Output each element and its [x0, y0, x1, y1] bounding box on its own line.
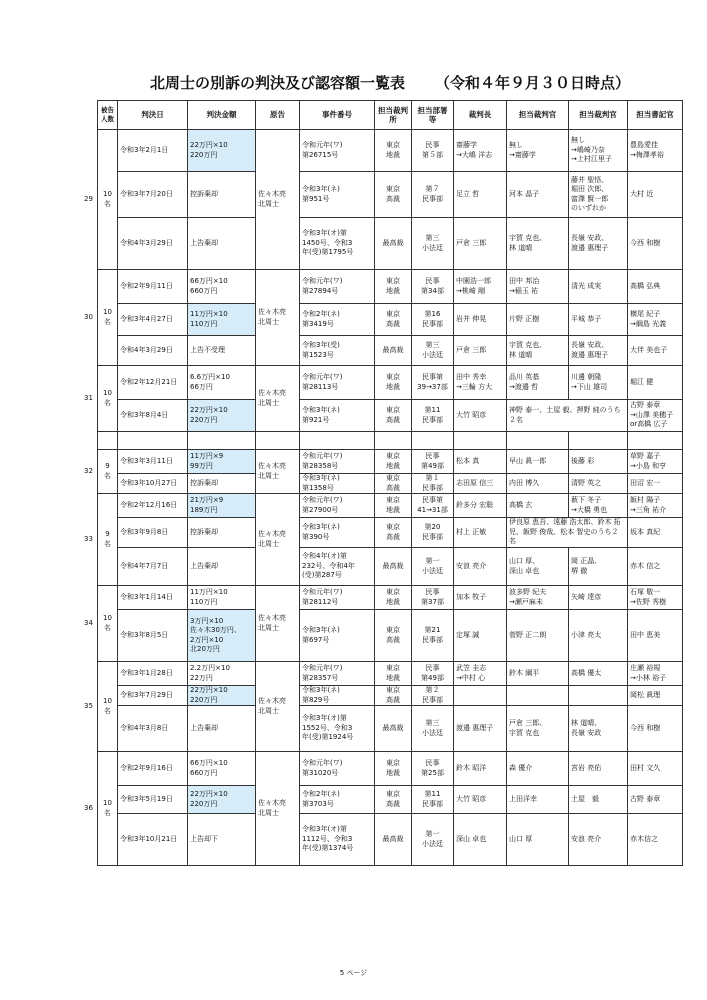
table-row	[98, 172, 683, 218]
table-row	[98, 474, 683, 494]
associate-judge-1: 宇賀 克也、 林 道晴	[507, 218, 569, 270]
court: 東京 高裁	[375, 518, 412, 548]
associate-judge-2: 清野 英之	[569, 474, 628, 494]
department: 第７ 民事部	[412, 172, 454, 218]
column-header: 原告	[256, 101, 300, 130]
associate-judge-1: 田中 邦治 →稲玉 祐	[507, 270, 569, 304]
court: 東京 地裁	[375, 450, 412, 474]
clerk: 古野 泰章	[628, 786, 683, 814]
associate-judge-2: 矢崎 達彦	[569, 586, 628, 610]
court: 東京 高裁	[375, 686, 412, 706]
table-row	[98, 786, 683, 814]
defendant-count: 10 名	[98, 270, 118, 366]
column-header: 担当裁判所	[375, 101, 412, 130]
spacer-row	[98, 432, 683, 450]
header-row	[98, 101, 683, 130]
page-footer: 5 ページ	[339, 969, 368, 977]
judgment-date: 令和4年3月29日	[118, 336, 188, 366]
table-row	[98, 814, 683, 866]
plaintiff: 佐々木亮 北周士	[256, 752, 300, 866]
judgment-amount: 66万円×10 660万円	[188, 752, 256, 786]
presiding-judge: 岩井 伸晃	[454, 304, 507, 336]
case-number: 令和3年(ネ) 第697号	[300, 610, 375, 662]
court: 最高裁	[375, 218, 412, 270]
department: 第三 小法廷	[412, 336, 454, 366]
clerk: 堀江 健	[628, 366, 683, 400]
table-row	[98, 610, 683, 662]
judgment-date: 令和3年8月5日	[118, 610, 188, 662]
column-header: 被告人数	[98, 101, 118, 130]
court: 東京 地裁	[375, 752, 412, 786]
group-number: 36	[84, 803, 93, 812]
case-number: 令和2年(ネ) 第3419号	[300, 304, 375, 336]
plaintiff: 佐々木亮 北周士	[256, 366, 300, 432]
associate-judge-2: 土屋 毅	[569, 786, 628, 814]
plaintiff: 佐々木亮 北周士	[256, 270, 300, 366]
associate-judge-1: 品川 英基 →渡邉 哲	[507, 366, 569, 400]
associate-judge-2: 川邊 朝隆 →下山 雄司	[569, 366, 628, 400]
court: 最高裁	[375, 336, 412, 366]
table-row	[98, 304, 683, 336]
case-number: 令和3年(オ)第 1552号、令和3 年(受)第1924号	[300, 706, 375, 752]
judgment-amount: 21万円×9 189万円	[188, 494, 256, 518]
associate-judge-1: 宇賀 克也、 林 道晴	[507, 336, 569, 366]
department: 民事第 39→37部	[412, 366, 454, 400]
department: 第一 小法廷	[412, 548, 454, 586]
department: 第21 民事部	[412, 610, 454, 662]
judgment-amount: 上告棄却	[188, 218, 256, 270]
case-number: 令和3年(ネ) 第1358号	[300, 474, 375, 494]
associate-judge-1	[507, 686, 569, 706]
clerk: 田沼 宏一	[628, 474, 683, 494]
case-number: 令和3年(ネ) 第390号	[300, 518, 375, 548]
table-row	[98, 586, 683, 610]
court: 東京 高裁	[375, 786, 412, 814]
group-number: 34	[84, 618, 93, 627]
court: 東京 地裁	[375, 366, 412, 400]
defendant-count: 10 名	[98, 752, 118, 866]
associate-judge-1: 内田 博久	[507, 474, 569, 494]
presiding-judge: 中園浩一郎 →桃崎 剛	[454, 270, 507, 304]
group-number: 30	[84, 312, 93, 321]
presiding-judge	[454, 686, 507, 706]
court: 最高裁	[375, 548, 412, 586]
clerk: 高橋 弘典	[628, 270, 683, 304]
column-header: 判決日	[118, 101, 188, 130]
associate-judge-1: 山口 厚	[507, 814, 569, 866]
associate-judge-2: 安浪 亮介	[569, 814, 628, 866]
associate-judge-1: 波多野 紀夫 →瀬戸麻未	[507, 586, 569, 610]
judgment-amount: 3万円×10 佐々木30万円、 2万円×10 北20万円	[188, 610, 256, 662]
presiding-judge: 松本 真	[454, 450, 507, 474]
defendant-count: 10 名	[98, 366, 118, 432]
department: 第三 小法廷	[412, 706, 454, 752]
judgment-amount: 上告棄却	[188, 706, 256, 752]
court: 東京 地裁	[375, 130, 412, 172]
defendant-count: 9 名	[98, 494, 118, 586]
clerk: 庄瀬 裕規 →小林 裕子	[628, 662, 683, 686]
presiding-judge: 志田原 信三	[454, 474, 507, 494]
judgment-amount: 上告不受理	[188, 336, 256, 366]
clerk: 坂本 真紀	[628, 518, 683, 548]
court: 東京 地裁	[375, 494, 412, 518]
department: 第２ 民事部	[412, 686, 454, 706]
column-header: 担当裁判官	[569, 101, 628, 130]
case-number: 令和元年(ワ) 第26715号	[300, 130, 375, 172]
department: 民事 第５部	[412, 130, 454, 172]
clerk: 草野 嘉子 →小島 和亨	[628, 450, 683, 474]
clerk: 田村 文久	[628, 752, 683, 786]
department: 民事 第25部	[412, 752, 454, 786]
table-row	[98, 706, 683, 752]
judgment-amount: 22万円×10 220万円	[188, 786, 256, 814]
department: 民事 第34部	[412, 270, 454, 304]
judgment-amount: 6.6万円×10 66万円	[188, 366, 256, 400]
associate-judge-1: 河本 晶子	[507, 172, 569, 218]
plaintiff: 佐々木亮 北周士	[256, 586, 300, 662]
case-number: 令和3年(ネ) 第951号	[300, 172, 375, 218]
department: 民事 第49部	[412, 450, 454, 474]
judgment-date: 令和3年5月19日	[118, 786, 188, 814]
clerk: 古野 泰章 →山澤 美穂子 or高橋 広子	[628, 400, 683, 432]
associate-judge-2: 後藤 彩	[569, 450, 628, 474]
clerk: 大村 近	[628, 172, 683, 218]
column-header: 担当裁判官	[507, 101, 569, 130]
table-row	[98, 400, 683, 432]
judgment-date: 令和4年7月7日	[118, 548, 188, 586]
clerk: 今西 和樹	[628, 706, 683, 752]
case-number: 令和3年(オ)第 1112号、令和3 年(受)第1374号	[300, 814, 375, 866]
court: 最高裁	[375, 706, 412, 752]
judgment-amount: 11万円×10 110万円	[188, 304, 256, 336]
judgment-date: 令和3年7月29日	[118, 686, 188, 706]
presiding-judge: 大竹 昭彦	[454, 786, 507, 814]
title-date: （令和４年９月３０日時点）	[435, 74, 631, 92]
court: 東京 高裁	[375, 172, 412, 218]
judgment-amount: 2.2万円×10 22万円	[188, 662, 256, 686]
presiding-judge: 戸倉 三郎	[454, 218, 507, 270]
judgment-amount: 22万円×10 220万円	[188, 400, 256, 432]
plaintiff: 佐々木亮 北周士	[256, 662, 300, 752]
associate-judge-1: 片野 正樹	[507, 304, 569, 336]
associate-judge-2: 岡 正晶、 堺 徹	[569, 548, 628, 586]
associate-judge-1: 上田洋幸	[507, 786, 569, 814]
court: 東京 地裁	[375, 662, 412, 686]
associate-judge-2: 高橋 優太	[569, 662, 628, 686]
presiding-judge: 足立 哲	[454, 172, 507, 218]
court: 東京 地裁	[375, 270, 412, 304]
column-header: 担当部署等	[412, 101, 454, 130]
judgment-amount: 22万円×10 220万円	[188, 130, 256, 172]
presiding-judge: 安浪 亮介	[454, 548, 507, 586]
clerk: 赤木信之	[628, 814, 683, 866]
presiding-judge: 武笠 圭志 →中村 心	[454, 662, 507, 686]
judgment-amount: 控訴棄却	[188, 518, 256, 548]
column-header: 担当書記官	[628, 101, 683, 130]
judgment-date: 令和3年3月11日	[118, 450, 188, 474]
case-number: 令和元年(ワ) 第28112号	[300, 586, 375, 610]
judgment-amount: 22万円×10 220万円	[188, 686, 256, 706]
associate-judge-2: 林 道晴、 長嶺 安政	[569, 706, 628, 752]
column-header: 裁判長	[454, 101, 507, 130]
table-row	[98, 548, 683, 586]
court: 東京 高裁	[375, 304, 412, 336]
table-row	[98, 366, 683, 400]
associate-judge-1: 早山 眞一郎	[507, 450, 569, 474]
plaintiff: 佐々木亮 北周士	[256, 130, 300, 270]
presiding-judge: 戸倉 三郎	[454, 336, 507, 366]
associate-judge-2: 宮岩 亮佑	[569, 752, 628, 786]
department: 第一 小法廷	[412, 814, 454, 866]
judgment-date: 令和3年7月20日	[118, 172, 188, 218]
table-row	[98, 662, 683, 686]
associate-judges: 神野 泰一、土屋 毅、押野 純のうち２名	[507, 400, 628, 432]
judgment-amount: 上告棄却	[188, 548, 256, 586]
defendant-count: 9 名	[98, 450, 118, 494]
judgment-table	[97, 100, 683, 866]
case-number: 令和3年(ネ) 第829号	[300, 686, 375, 706]
table-row	[98, 518, 683, 548]
court: 東京 高裁	[375, 610, 412, 662]
judgment-date: 令和3年2月1日	[118, 130, 188, 172]
presiding-judge: 鈴多分 宏聡	[454, 494, 507, 518]
case-number: 令和2年(ネ) 第3703号	[300, 786, 375, 814]
presiding-judge: 大竹 昭彦	[454, 400, 507, 432]
judgment-date: 令和4年3月29日	[118, 218, 188, 270]
defendant-count: 10 名	[98, 662, 118, 752]
clerk: 豊島愛佳 →梅澤孝裕	[628, 130, 683, 172]
presiding-judge: 鈴木 昭洋	[454, 752, 507, 786]
presiding-judge: 渡邉 惠理子	[454, 706, 507, 752]
table-body	[98, 130, 683, 866]
department: 第１ 民事部	[412, 474, 454, 494]
associate-judge-2: 小津 亮太	[569, 610, 628, 662]
table-row	[98, 336, 683, 366]
associate-judge-1: 高橋 玄	[507, 494, 569, 518]
group-number: 32	[84, 466, 93, 475]
department: 民事 第49部	[412, 662, 454, 686]
table-row	[98, 270, 683, 304]
judgment-amount: 11万円×9 99万円	[188, 450, 256, 474]
clerk: 岡松 眞理	[628, 686, 683, 706]
case-number: 令和元年(ワ) 第31020号	[300, 752, 375, 786]
associate-judge-2: 長嶺 安政、 渡邉 惠理子	[569, 218, 628, 270]
presiding-judge: 深山 卓也	[454, 814, 507, 866]
department: 第16 民事部	[412, 304, 454, 336]
case-number: 令和元年(ワ) 第28113号	[300, 366, 375, 400]
judgment-amount: 66万円×10 660万円	[188, 270, 256, 304]
group-number: 31	[84, 393, 93, 402]
clerk: 田中 恵美	[628, 610, 683, 662]
plaintiff: 佐々木亮 北周士	[256, 450, 300, 494]
defendant-count: 10 名	[98, 586, 118, 662]
table-row	[98, 130, 683, 172]
court: 東京 高裁	[375, 474, 412, 494]
associate-judge-1: 無し →齋藤学	[507, 130, 569, 172]
associate-judge-2: 長嶺 安政、 渡邉 惠理子	[569, 336, 628, 366]
presiding-judge: 定塚 誠	[454, 610, 507, 662]
associate-judge-1: 森 優介	[507, 752, 569, 786]
case-number: 令和3年(受) 第1523号	[300, 336, 375, 366]
column-header: 事件番号	[300, 101, 375, 130]
associate-judge-2	[569, 686, 628, 706]
table-row	[98, 218, 683, 270]
case-number: 令和元年(ワ) 第27900号	[300, 494, 375, 518]
department: 第11 民事部	[412, 786, 454, 814]
group-number: 29	[84, 194, 93, 203]
judgment-date: 令和3年10月27日	[118, 474, 188, 494]
column-header: 判決金額	[188, 101, 256, 130]
judgment-date: 令和3年4月27日	[118, 304, 188, 336]
department: 第20 民事部	[412, 518, 454, 548]
case-number: 令和3年(オ)第 1450号、令和3 年(受)第1795号	[300, 218, 375, 270]
case-number: 令和元年(ワ) 第28358号	[300, 450, 375, 474]
judgment-date: 令和3年8月4日	[118, 400, 188, 432]
judgment-date: 令和2年12月16日	[118, 494, 188, 518]
department: 第三 小法廷	[412, 218, 454, 270]
associate-judge-1: 山口 厚、 深山 卓也	[507, 548, 569, 586]
clerk: 飯村 陽子 →三角 祐介	[628, 494, 683, 518]
presiding-judge: 田中 秀幸 →三輪 方大	[454, 366, 507, 400]
department: 民事第 41→31部	[412, 494, 454, 518]
judgment-date: 令和2年12月21日	[118, 366, 188, 400]
associate-judge-2: 薮下 冬子 →大橋 勇也	[569, 494, 628, 518]
clerk: 石塚 敬一 →佐野 秀樹	[628, 586, 683, 610]
group-number: 35	[84, 701, 93, 710]
case-number: 令和元年(ワ) 第27894号	[300, 270, 375, 304]
court: 東京 地裁	[375, 586, 412, 610]
defendant-count: 10 名	[98, 130, 118, 270]
case-number: 令和元年(ワ) 第28357号	[300, 662, 375, 686]
associate-judges: 伊良原 恵吾、遠藤 浩太郎、鈴木 拓児、飯野 俊哉、松本 智史のうち２名	[507, 518, 628, 548]
plaintiff: 佐々木亮 北周士	[256, 494, 300, 586]
presiding-judge: 加本 牧子	[454, 586, 507, 610]
table-row	[98, 752, 683, 786]
judgment-date: 令和3年1月14日	[118, 586, 188, 610]
page-title	[150, 72, 630, 93]
judgment-date: 令和2年9月11日	[118, 270, 188, 304]
clerk: 赤木 信之	[628, 548, 683, 586]
presiding-judge: 齋藤学 →大嶋 洋志	[454, 130, 507, 172]
clerk: 横尾 紀子 →綱島 光義	[628, 304, 683, 336]
judgment-amount: 控訴棄却	[188, 474, 256, 494]
court: 東京 高裁	[375, 400, 412, 432]
table-row	[98, 494, 683, 518]
associate-judge-1: 鈴木 綱平	[507, 662, 569, 686]
associate-judge-2: 平城 恭子	[569, 304, 628, 336]
judgment-date: 令和2年9月16日	[118, 752, 188, 786]
associate-judge-1: 菅野 正二朗	[507, 610, 569, 662]
case-number: 令和4年(オ)第 232号、令和4年 (受)第287号	[300, 548, 375, 586]
table-row	[98, 450, 683, 474]
court: 最高裁	[375, 814, 412, 866]
judgment-date: 令和3年10月21日	[118, 814, 188, 866]
associate-judge-2: 清光 成実	[569, 270, 628, 304]
associate-judge-2: 藤井 聖悟、 堀田 次郎、 富澤 賢一郎 のいずれか	[569, 172, 628, 218]
group-number: 33	[84, 534, 93, 543]
judgment-date: 令和3年1月28日	[118, 662, 188, 686]
associate-judge-2: 無し →嶋崎乃奈 →上村江里子	[569, 130, 628, 172]
judgment-amount: 控訴棄却	[188, 172, 256, 218]
case-number: 令和3年(ネ) 第921号	[300, 400, 375, 432]
judgment-date: 令和4年3月8日	[118, 706, 188, 752]
table-row	[98, 686, 683, 706]
department: 民事 第37部	[412, 586, 454, 610]
judgment-date: 令和3年9月8日	[118, 518, 188, 548]
clerk: 大伴 美也子	[628, 336, 683, 366]
associate-judge-1: 戸倉 三郎、 宇賀 克也	[507, 706, 569, 752]
clerk: 今西 和樹	[628, 218, 683, 270]
department: 第11 民事部	[412, 400, 454, 432]
title-text: 北周士の別訴の判決及び認容額一覧表	[150, 74, 406, 92]
presiding-judge: 村上 正敏	[454, 518, 507, 548]
judgment-amount: 11万円×10 110万円	[188, 586, 256, 610]
judgment-amount: 上告却下	[188, 814, 256, 866]
